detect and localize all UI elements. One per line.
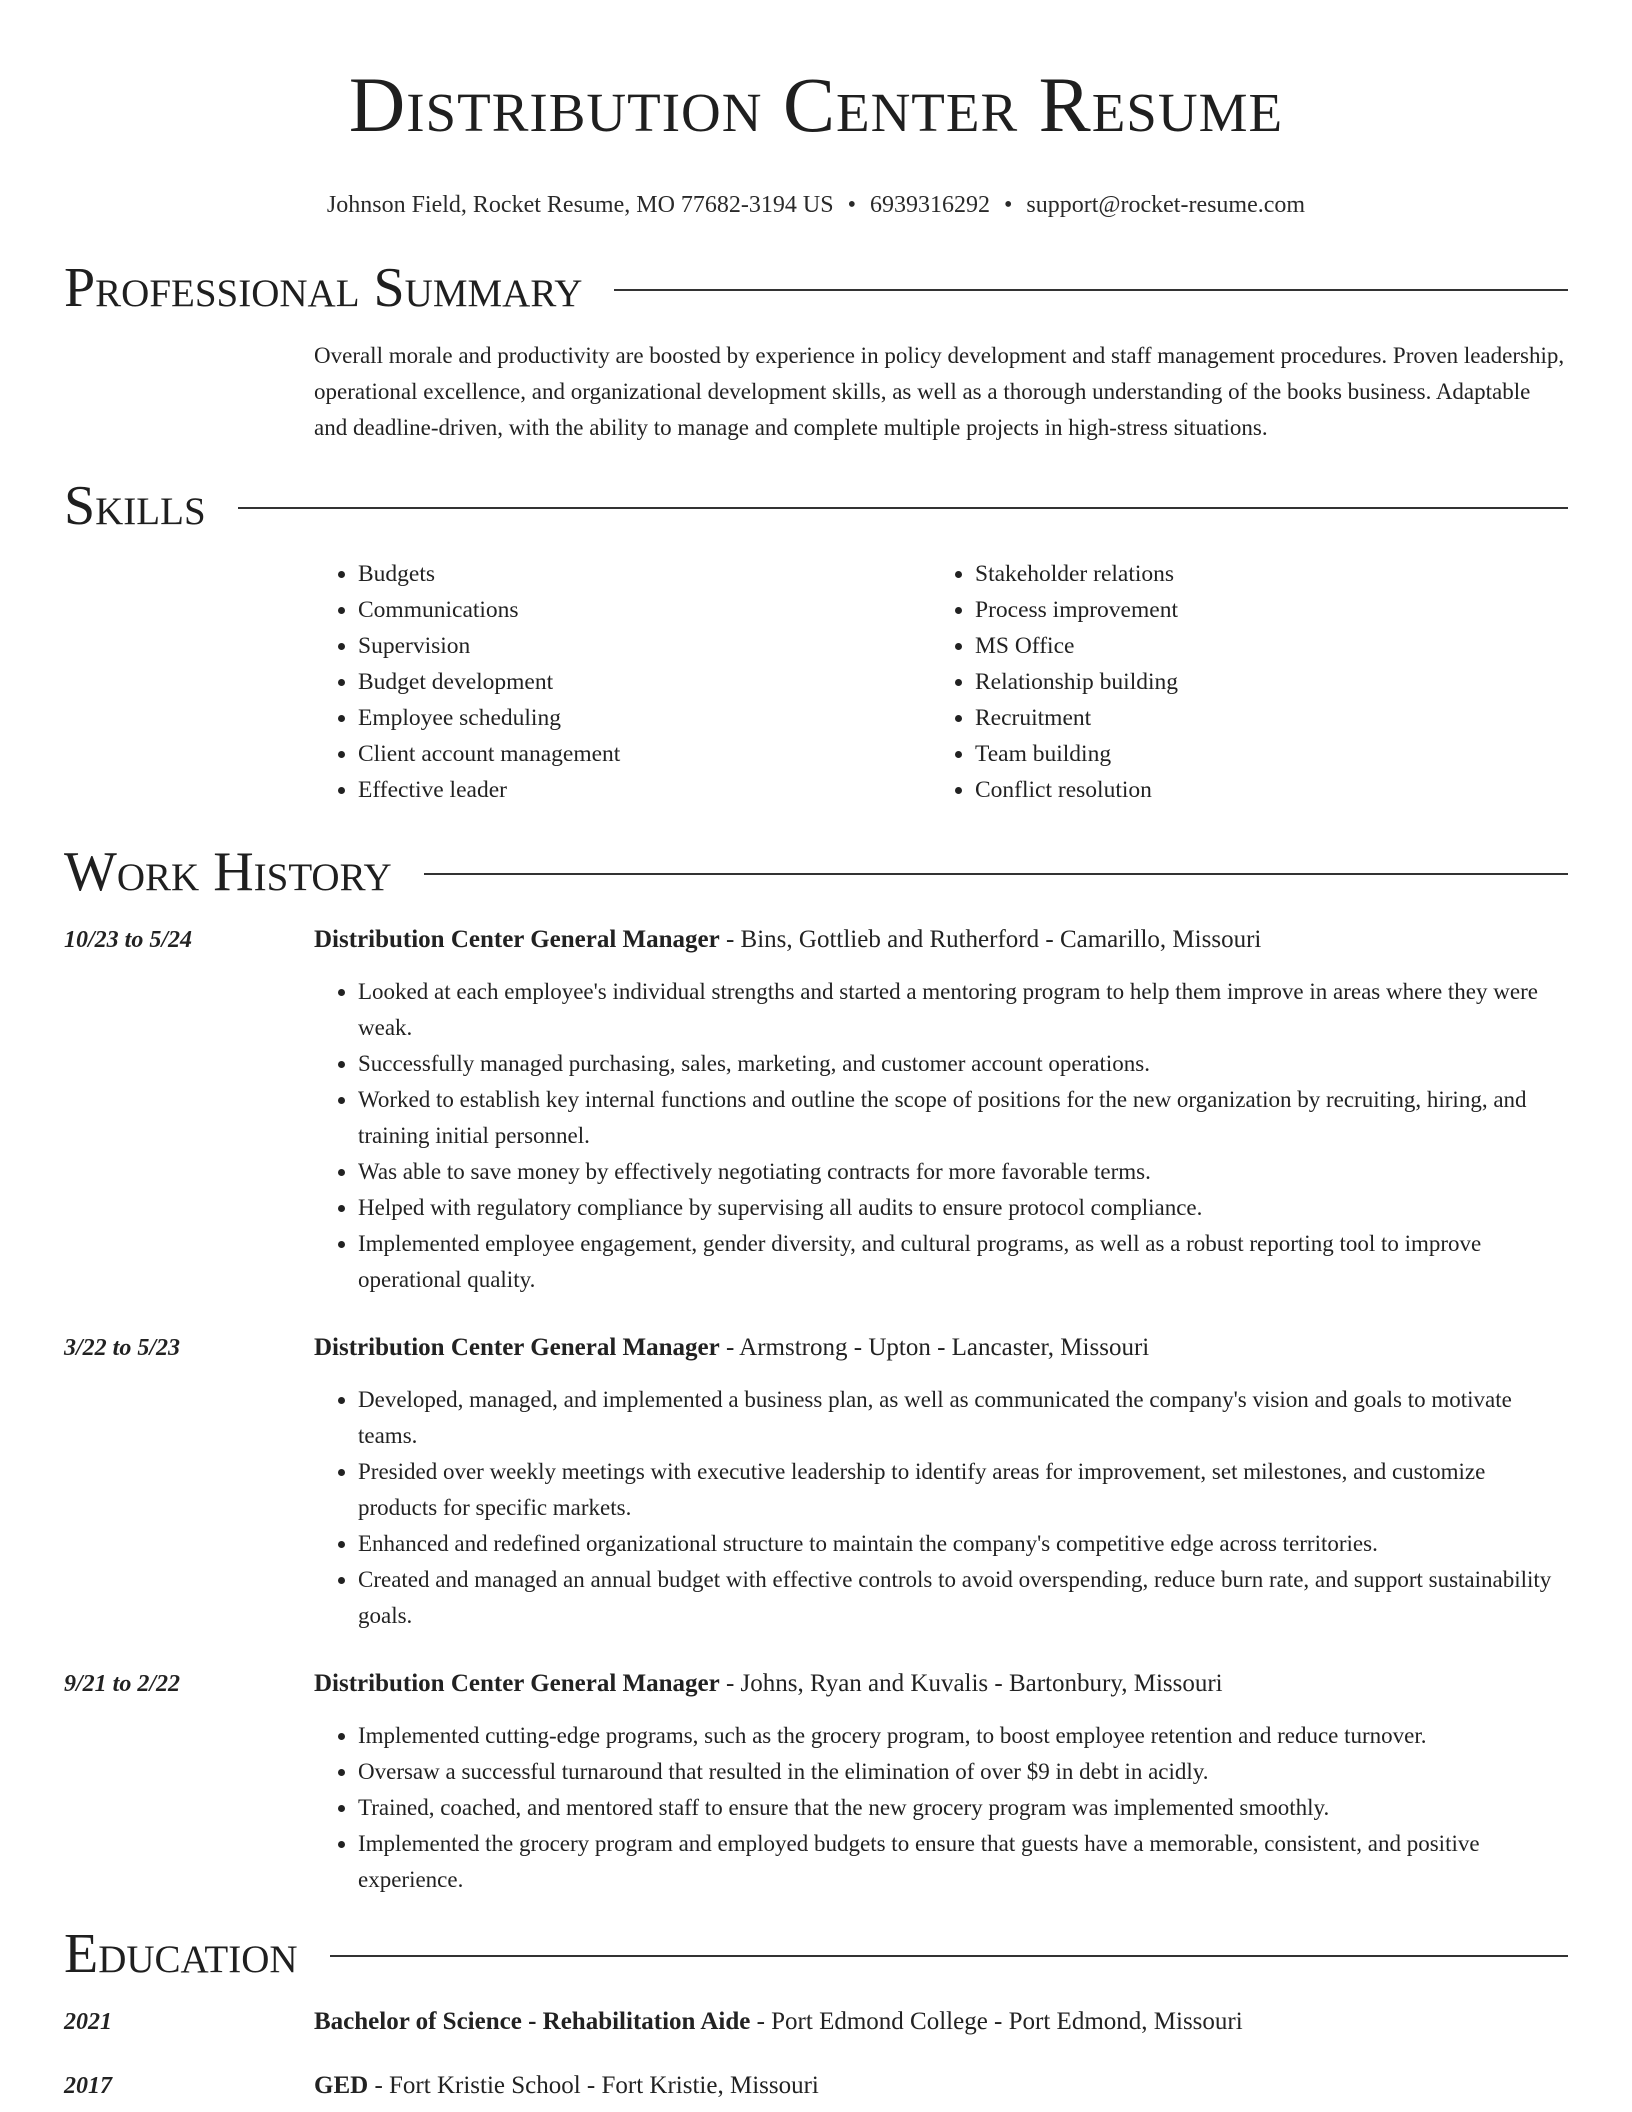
skill-item: • Process improvement [975,592,1548,628]
skill-item: • Client account management [358,736,931,772]
job-entry [64,1330,1568,1634]
education-degree: GED [314,2072,369,2099]
job-title: Distribution Center General Manager [314,926,720,953]
resume-title: Distribution Center Resume [348,61,1284,148]
job-employer: - Bins, Gottlieb and Rutherford - Camarillo, Missouri [719,926,1262,953]
job-bullet: • Implemented cutting-edge programs, such as the grocery program, to boost employee retention and reduce turnover. [358,1718,1568,1754]
section-divider [424,873,1568,875]
skill-item: • Employee scheduling [358,700,931,736]
skill-item: • Budget development [358,664,931,700]
skill-item: • Effective leader [358,772,931,808]
job-bullet: • Enhanced and redefined organizational structure to maintain the company's competitive edge across territories. [358,1526,1568,1562]
education-year: 2017 [64,2073,112,2099]
job-dates: 10/23 to 5/24 [64,927,193,953]
education-section-header [64,1924,1568,1984]
work-heading: Work History [64,841,392,903]
education-school: - Port Edmond College - Port Edmond, Missouri [750,2008,1243,2035]
job-entry [64,1666,1568,1898]
job-bullet: • Successfully managed purchasing, sales, marketing, and customer account operations. [358,1046,1568,1082]
skills-column-right [931,556,1548,808]
job-bullet: • Created and managed an annual budget with effective controls to avoid overspending, reduce burn rate, and support sustainability goals. [358,1562,1568,1634]
skill-item: • Team building [975,736,1548,772]
education-entry [64,2004,1568,2040]
job-bullet: • Implemented the grocery program and employed budgets to ensure that guests have a memorable, consistent, and positive experience. [358,1826,1568,1898]
skill-item: • Conflict resolution [975,772,1548,808]
education-year: 2021 [64,2009,112,2035]
contact-line [64,190,1568,220]
job-title: Distribution Center General Manager [314,1334,720,1361]
skill-item: • Recruitment [975,700,1548,736]
summary-text: Overall morale and productivity are boosted by experience in policy development and staff management procedures. Proven leadership, operational excellence, and organizational development skills, as well as a thorough understanding of the books business. Adaptable and deadline-driven, with the ability to manage and complete multiple projects in high-stress situations. [314,343,1565,440]
contact-address: Johnson Field, Rocket Resume, MO 77682-3194 US [326,192,834,218]
job-bullet: • Looked at each employee's individual strengths and started a mentoring program to help them improve in areas where they were weak. [358,974,1568,1046]
summary-section-header [64,258,1568,318]
education-heading-line [314,2004,1243,2040]
contact-phone: 6939316292 [869,192,990,218]
work-section-header [64,842,1568,902]
skill-item: • Supervision [358,628,931,664]
education-heading: Education [64,1923,298,1985]
education-degree: Bachelor of Science - Rehabilitation Aide [314,2008,751,2035]
section-divider [614,289,1568,291]
education-entry [64,2068,1568,2104]
job-bullet: • Trained, coached, and mentored staff to ensure that the new grocery program was implemented smoothly. [358,1790,1568,1826]
job-dates: 3/22 to 5/23 [64,1335,181,1361]
skill-item: • Communications [358,592,931,628]
section-divider [330,1955,1568,1957]
job-bullet: • Implemented employee engagement, gender diversity, and cultural programs, as well as a robust reporting tool to improve operational quality. [358,1226,1568,1298]
job-bullets [314,974,1568,1298]
job-bullet: • Helped with regulatory compliance by supervising all audits to ensure protocol compliance. [358,1190,1568,1226]
job-heading [314,922,1568,958]
summary-heading: Professional Summary [64,257,583,319]
job-heading [314,1330,1568,1366]
skills-list [314,556,1568,808]
job-title: Distribution Center General Manager [314,1670,720,1697]
job-bullet: • Developed, managed, and implemented a business plan, as well as communicated the company's vision and goals to motivate teams. [358,1382,1568,1454]
education-school: - Fort Kristie School - Fort Kristie, Missouri [368,2072,819,2099]
job-entry [64,922,1568,1298]
skills-column-left [314,556,931,808]
job-bullet: • Was able to save money by effectively negotiating contracts for more favorable terms. [358,1154,1568,1190]
job-employer: - Armstrong - Upton - Lancaster, Missouri [719,1334,1150,1361]
skill-item: • Budgets [358,556,931,592]
job-employer: - Johns, Ryan and Kuvalis - Bartonbury, Missouri [719,1670,1223,1697]
job-heading [314,1666,1568,1702]
contact-separator: • [1003,192,1013,218]
job-bullets [314,1718,1568,1898]
job-dates: 9/21 to 2/22 [64,1671,181,1697]
skill-item: • Stakeholder relations [975,556,1548,592]
skill-item: • Relationship building [975,664,1548,700]
skills-section-header [64,476,1568,536]
skills-heading: Skills [64,475,206,537]
contact-email: support@rocket-resume.com [1026,192,1306,218]
job-bullet: • Presided over weekly meetings with executive leadership to identify areas for improvement, set milestones, and customize products for specific markets. [358,1454,1568,1526]
job-bullet: • Oversaw a successful turnaround that resulted in the elimination of over $9 in debt in acidly. [358,1754,1568,1790]
contact-separator: • [847,192,856,218]
section-divider [238,507,1568,509]
education-heading-line [314,2068,819,2104]
skill-item: • MS Office [975,628,1548,664]
job-bullet: • Worked to establish key internal functions and outline the scope of positions for the new organization by recruiting, hiring, and training initial personnel. [358,1082,1568,1154]
job-bullets [314,1382,1568,1634]
